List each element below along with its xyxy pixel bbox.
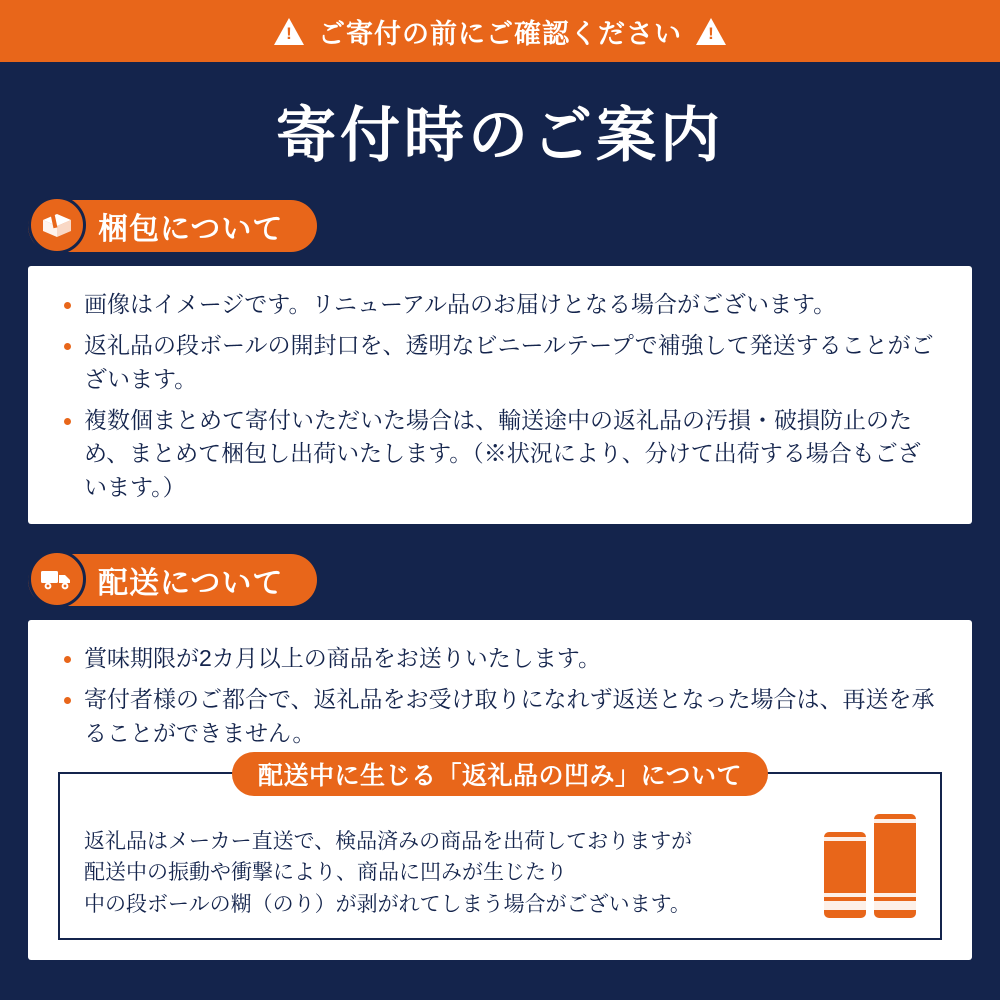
warning-icon bbox=[274, 18, 304, 45]
dent-notice-line: 返礼品はメーカー直送で、検品済みの商品を出荷しておりますが bbox=[84, 829, 693, 853]
warning-icon bbox=[696, 18, 726, 45]
truck-icon bbox=[28, 550, 86, 608]
section-delivery-label: 配送について bbox=[98, 567, 284, 601]
section-packaging-header bbox=[28, 196, 972, 256]
list-item: 複数個まとめて寄付いただいた場合は、輸送途中の返礼品の汚損・破損防止のため、まとめて梱包し出荷いたします。（※状況により、分けて出荷する場合もございます。） bbox=[58, 404, 942, 504]
page-title: 寄付時のご案内 bbox=[276, 102, 724, 169]
delivery-card bbox=[28, 620, 972, 960]
can-shape bbox=[874, 814, 916, 918]
section-delivery-header bbox=[28, 550, 972, 610]
section-packaging bbox=[28, 196, 972, 256]
dent-notice-body bbox=[84, 814, 916, 920]
notice-banner-text: ご寄付の前にご確認ください bbox=[318, 18, 682, 49]
dent-notice-line: 中の段ボールの糊（のり）が剥がれてしまう場合がございます。 bbox=[84, 892, 691, 916]
box-icon bbox=[28, 196, 86, 254]
packaging-bullet-list bbox=[58, 288, 942, 504]
can-shape bbox=[824, 832, 866, 918]
dent-notice-pill bbox=[232, 752, 768, 796]
notice-banner bbox=[0, 0, 1000, 62]
list-item: 寄付者様のご都合で、返礼品をお受け取りになれず返送となった場合は、再送を承ることができません。 bbox=[58, 683, 942, 750]
packaging-card bbox=[28, 266, 972, 524]
section-packaging-label: 梱包について bbox=[98, 213, 284, 246]
dent-notice-line: 配送中の振動や衝撃により、商品に凹みが生じたり bbox=[84, 861, 567, 885]
list-item: 賞味期限が2カ月以上の商品をお送りいたします。 bbox=[58, 642, 942, 675]
dent-notice-heading: 配送中に生じる「返礼品の凹み」について bbox=[257, 762, 743, 791]
dent-notice-panel bbox=[58, 762, 942, 940]
section-delivery bbox=[28, 550, 972, 610]
delivery-bullet-list bbox=[58, 642, 942, 750]
dent-notice-text bbox=[84, 826, 692, 921]
list-item: 画像はイメージです。リニューアル品のお届けとなる場合がございます。 bbox=[58, 288, 942, 321]
cans-icon bbox=[824, 814, 916, 920]
list-item: 返礼品の段ボールの開封口を、透明なビニールテープで補強して発送することがございます。 bbox=[58, 329, 942, 396]
